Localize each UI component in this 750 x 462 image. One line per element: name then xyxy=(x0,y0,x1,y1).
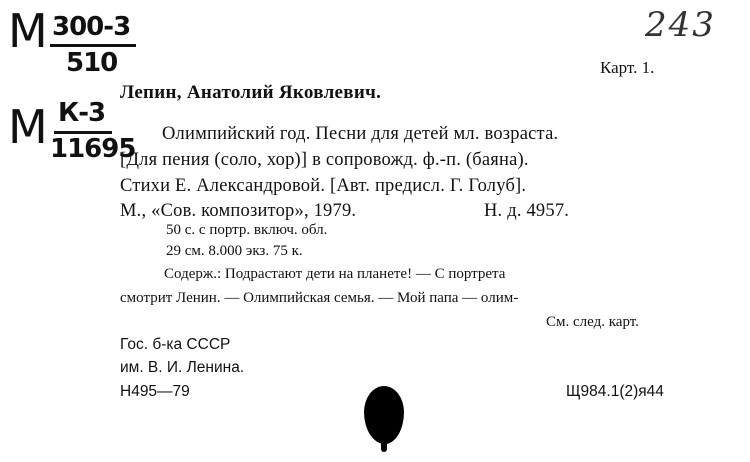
handwritten-code-2-bottom: 11695 xyxy=(50,134,136,164)
description-line-3: Стихи Е. Александровой. [Авт. предисл. Г. Голуб]. xyxy=(120,176,527,196)
handwritten-corner-number: 243 xyxy=(645,5,716,45)
description-line-4: М., «Сов. композитор», 1979. xyxy=(120,201,357,221)
handwritten-underline-1 xyxy=(50,44,136,47)
handwritten-code-1-bottom: 510 xyxy=(66,48,118,78)
card-label: Карт. 1. xyxy=(600,58,655,77)
handwritten-mark-2: М xyxy=(8,100,48,154)
physical-line-2: 29 см. 8.000 экз. 75 к. xyxy=(166,243,303,259)
publisher-number: Н. д. 4957. xyxy=(484,201,570,221)
library-line-1: Гос. б-ка СССР xyxy=(120,336,231,353)
classification-code: Щ984.1(2)я44 xyxy=(566,383,664,400)
handwritten-code-2-top: К-3 xyxy=(58,98,106,128)
handwritten-mark-1: М xyxy=(8,4,48,58)
handwritten-code-1-top: 300-3 xyxy=(52,12,131,42)
contents-line-1: Содерж.: Подрастают дети на планете! — С портрета xyxy=(164,266,506,282)
contents-line-2: смотрит Ленин. — Олимпийская семья. — Мой папа — олим- xyxy=(120,290,519,306)
physical-line-1: 50 с. с портр. включ. обл. xyxy=(166,222,328,238)
card-number: Н495—79 xyxy=(120,383,190,400)
library-line-2: им. В. И. Ленина. xyxy=(120,359,245,376)
description-line-2: [Для пения (соло, хор)] в сопровожд. ф.-п. (баяна). xyxy=(120,150,529,170)
author-heading: Лепин, Анатолий Яковлевич. xyxy=(120,82,382,103)
filing-hole-tail xyxy=(381,434,387,452)
description-line-1: Олимпийский год. Песни для детей мл. возраста. xyxy=(162,124,559,144)
continuation-note: См. след. карт. xyxy=(546,314,639,330)
